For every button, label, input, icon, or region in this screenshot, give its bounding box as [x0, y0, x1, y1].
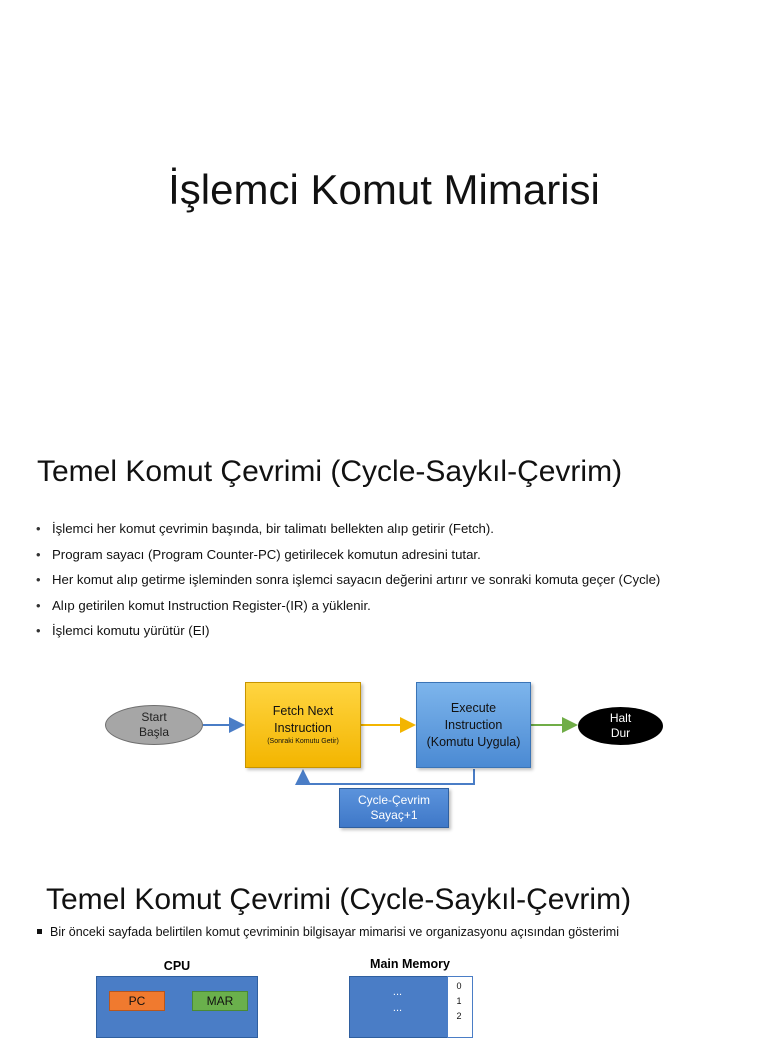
bullet-item: • Program sayacı (Program Counter-PC) getirilecek komutun adresini tutar.: [36, 542, 756, 568]
square-bullet-icon: [37, 929, 42, 934]
start-node: [105, 705, 203, 745]
section-title-2: Temel Komut Çevrimi (Cycle-Saykıl-Çevrim): [46, 883, 632, 916]
bullet-glyph: •: [36, 572, 41, 587]
fetch-sublabel: (Sonraki Komutu Getir): [267, 738, 339, 745]
fetch-node: [245, 682, 361, 768]
start-label-tr: Başla: [138, 725, 170, 739]
section-title: Temel Komut Çevrimi (Cycle-Saykıl-Çevrim): [37, 455, 623, 488]
memory-address: 2: [456, 1011, 462, 1021]
bullet-item: • İşlemci komutu yürütür (EI): [36, 618, 756, 644]
bullet-glyph: •: [36, 623, 41, 638]
start-label-en: Start: [141, 710, 167, 724]
bullet-item: • Her komut alıp getirme işleminden sonra işlemci sayacın değerini artırır ve sonraki komuta geçer (Cycle): [36, 567, 756, 593]
memory-label: Main Memory: [370, 957, 450, 971]
halt-label-en: Halt: [609, 711, 632, 725]
memory-address: 1: [456, 996, 462, 1006]
cycle-label-2: Sayaç+1: [370, 808, 418, 822]
pc-register: PC: [109, 991, 165, 1011]
memory-address: 0: [456, 981, 462, 991]
bullet-glyph: •: [36, 521, 41, 536]
bullet-glyph: •: [36, 597, 41, 613]
bullet-item: • Alıp getirilen komut Instruction Register-(IR) a yüklenir.: [36, 593, 756, 619]
bullet-item: Bir önceki sayfada belirtilen komut çevriminin bilgisayar mimarisi ve organizasyonu açısından gösterimi: [37, 925, 619, 939]
slide-title: İşlemci Komut Mimarisi: [168, 166, 600, 213]
cycle-label-1: Cycle-Çevrim: [358, 793, 430, 807]
fetch-label-2: Instruction: [274, 721, 332, 735]
bullet-glyph: •: [36, 546, 41, 562]
halt-label-tr: Dur: [610, 726, 631, 740]
cpu-label: CPU: [163, 959, 191, 973]
bullet-item: • İşlemci her komut çevrimin başında, bir talimatı bellekten alıp getirir (Fetch).: [36, 516, 756, 542]
execute-label-3: (Komutu Uygula): [426, 734, 521, 749]
memory-ellipsis: ...: [392, 986, 403, 998]
fetch-label-1: Fetch Next: [272, 704, 334, 718]
memory-ellipsis: ...: [392, 1002, 403, 1014]
halt-node: [578, 707, 663, 745]
loop-arrow: [303, 769, 474, 784]
execute-node: [416, 682, 531, 768]
mar-register: MAR: [192, 991, 248, 1011]
cycle-node: [339, 788, 449, 828]
execute-label-1: Execute: [450, 700, 497, 715]
execute-label-2: Instruction: [444, 717, 503, 732]
